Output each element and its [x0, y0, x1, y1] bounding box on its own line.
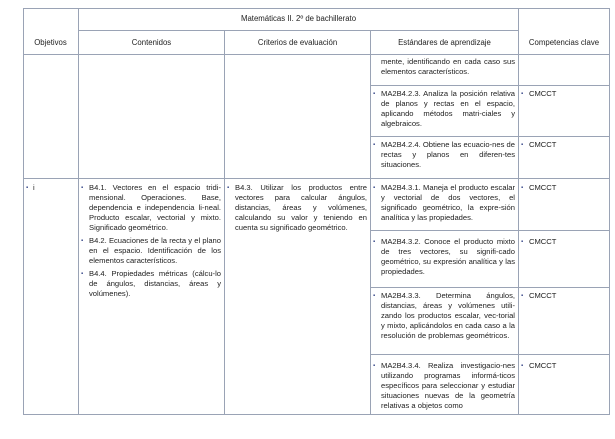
column-header-estandares: Estándares de aprendizaje: [398, 38, 491, 47]
competencia-value: CMCCT: [529, 361, 557, 370]
column-header-objetivos: Objetivos: [34, 38, 67, 47]
competencia-value: CMCCT: [529, 140, 557, 149]
competencia-value: CMCCT: [529, 237, 557, 246]
bullet-icon: ▪: [227, 185, 230, 191]
bullet-icon: ▪: [373, 91, 376, 97]
estandar-text: MA2B4.2.3. Analiza la posición relativa de planos y rectas en el espacio, aplicando métodos matri-ciales y algebraicos.: [381, 89, 515, 128]
bullet-icon: ▪: [373, 363, 376, 369]
bullet-icon: ▪: [521, 91, 524, 97]
competencia-value: CMCCT: [529, 89, 557, 98]
bullet-icon: ▪: [373, 239, 376, 245]
table-rule: [518, 8, 519, 415]
table-title: Matemáticas II. 2º de bachillerato: [240, 14, 357, 23]
table-rule: [224, 30, 225, 415]
bullet-icon: ▪: [521, 142, 524, 148]
estandar-text: MA2B4.3.3. Determina ángulos, distancias, áreas y volúmenes utili-zando los productos escalar, vec-torial y mixto, aplicándolos en cada caso a la resolución de problemas geométricos.: [381, 291, 515, 340]
table-rule: [78, 30, 518, 31]
table-border-right: [609, 8, 610, 415]
table-border-top: [23, 8, 610, 9]
competencia-value: CMCCT: [529, 291, 557, 300]
bullet-icon: ▪: [373, 142, 376, 148]
criterio-text: B4.3. Utilizar los productos entre vectores para calcular ángulos, distancias, áreas y volúmenes, calculando su valor y teniendo en cuenta su significado geométrico.: [235, 183, 367, 232]
table-rule: [370, 136, 610, 137]
estandar-text: MA2B4.2.4. Obtiene las ecuacio-nes de rectas y planos en diferen-tes situaciones.: [381, 140, 515, 169]
objetivo-value: i: [33, 183, 35, 192]
contenido-text: B4.4. Propiedades métricas (cálcu-lo de ángulos, distancias, áreas y volúmenes).: [89, 269, 221, 298]
bullet-icon: ▪: [373, 185, 376, 191]
bullet-icon: ▪: [26, 185, 29, 191]
table-rule: [23, 54, 610, 55]
table-border-bottom: [23, 414, 610, 415]
estandar-text: MA2B4.3.2. Conoce el producto mixto de tres vectores, su signifi-cado geométrico, su expresión analítica y las propiedades.: [381, 237, 515, 276]
table-rule: [370, 30, 371, 415]
competencia-value: CMCCT: [529, 183, 557, 192]
bullet-icon: ▪: [81, 271, 84, 277]
curriculum-table: [23, 8, 610, 416]
bullet-icon: ▪: [521, 185, 524, 191]
table-rule: [370, 354, 610, 355]
table-border-left: [23, 8, 24, 415]
column-header-competencias: Competencias clave: [528, 38, 600, 47]
bullet-icon: ▪: [81, 185, 84, 191]
table-rule: [370, 287, 610, 288]
bullet-icon: ▪: [521, 239, 524, 245]
table-rule: [78, 8, 79, 415]
estandar-text: MA2B4.3.4. Realiza investigacio-nes utilizando programas informá-ticos específicos para seleccionar y estudiar situaciones nuevas de la geometría relativas a objetos como: [381, 361, 515, 410]
bullet-icon: ▪: [81, 238, 84, 244]
table-rule: [370, 230, 610, 231]
contenido-text: B4.2. Ecuaciones de la recta y el plano en el espacio. Identificación de los elementos característicos.: [89, 236, 221, 265]
bullet-icon: ▪: [521, 293, 524, 299]
bullet-icon: ▪: [521, 363, 524, 369]
contenido-text: B4.1. Vectores en el espacio tridi-mensional. Operaciones. Base, dependencia e independencia li-neal. Producto escalar, vectorial y mixto. Significado geométrico.: [89, 183, 221, 232]
estandar-text: MA2B4.3.1. Maneja el producto escalar y vectorial de dos vectores, el significado geométrico, la expre-sión analítica y las propiedades.: [381, 183, 515, 222]
estandar-text: mente, identificando en cada caso sus elementos característicos.: [381, 57, 515, 76]
column-header-criterios: Criterios de evaluación: [257, 38, 338, 47]
table-rule: [23, 178, 610, 179]
bullet-icon: ▪: [373, 293, 376, 299]
column-header-contenidos: Contenidos: [131, 38, 172, 47]
table-rule: [370, 85, 610, 86]
